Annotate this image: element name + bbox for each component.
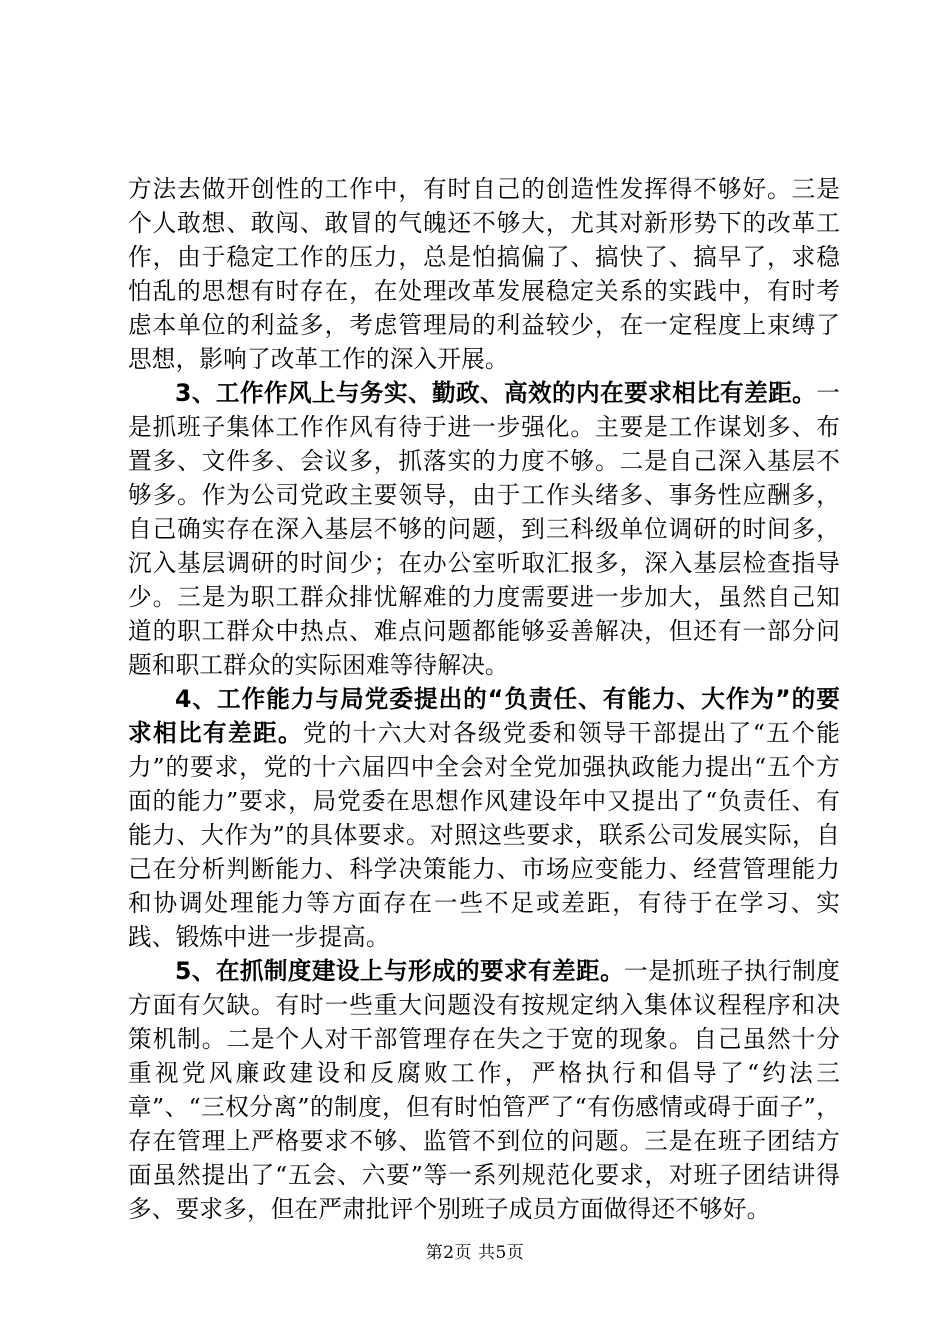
- document-body: [128, 172, 840, 1226]
- paragraph-4-heading: 5、在抓制度建设上与形成的要求有差距。: [175, 957, 625, 985]
- paragraph-3-body: 党的十六大对各级党委和领导干部提出了“五个能力”的要求，党的十六届四中全会对全党加强执政能力提出“五个方面的能力”要求，局党委在思想作风建设年中又提出了“负责任、有能力、大作为”的具体要求。对照这些要求，联系公司发展实际，自己在分析判断能力、科学决策能力、市场应变能力、经营管理能力和协调处理能力等方面存在一些不足或差距，有待于在学习、实践、锻炼中进一步提高。: [128, 719, 840, 951]
- paragraph-4: [128, 954, 840, 1226]
- paragraph-3: [128, 682, 840, 954]
- paragraph-3-heading: 4、工作能力与局党委提出的“负责任、有能力、大作为”的要求相比有差距。: [128, 685, 840, 747]
- paragraph-4-body: 一是抓班子执行制度方面有欠缺。有时一些重大问题没有按规定纳入集体议程程序和决策机制。二是个人对干部管理存在失之于宽的现象。自己虽然十分重视党风廉政建设和反腐败工作，严格执行和倡导了“约法三章”、“三权分离”的制度，但有时怕管严了“有伤感情或碍于面子”，存在管理上严格要求不够、监管不到位的问题。三是在班子团结方面虽然提出了“五会、六要”等一系列规范化要求，对班子团结讲得多、要求多，但在严肃批评个别班子成员方面做得还不够好。: [128, 957, 840, 1223]
- paragraph-2-heading: 3、工作作风上与务实、勤政、高效的内在要求相比有差距。: [175, 379, 817, 407]
- paragraph-2: [128, 376, 840, 682]
- page-number-footer: 第2页 共5页: [425, 1243, 525, 1263]
- paragraph-1: [128, 172, 840, 376]
- paragraph-2-body: 一是抓班子集体工作作风有待于进一步强化。主要是工作谋划多、布置多、文件多、会议多，抓落实的力度不够。二是自己深入基层不够多。作为公司党政主要领导，由于工作头绪多、事务性应酬多，自己确实存在深入基层不够的问题，到三科级单位调研的时间多，沉入基层调研的时间少；在办公室听取汇报多，深入基层检查指导少。三是为职工群众排忧解难的力度需要进一步加大，虽然自己知道的职工群众中热点、难点问题都能够妥善解决，但还有一部分问题和职工群众的实际困难等待解决。: [128, 379, 840, 679]
- paragraph-1-body: 方法去做开创性的工作中，有时自己的创造性发挥得不够好。三是个人敢想、敢闯、敢冒的气魄还不够大，尤其对新形势下的改革工作，由于稳定工作的压力，总是怕搞偏了、搞快了、搞早了，求稳怕乱的思想有时存在，在处理改革发展稳定关系的实践中，有时考虑本单位的利益多，考虑管理局的利益较少，在一定程度上束缚了思想，影响了改革工作的深入开展。: [128, 175, 840, 373]
